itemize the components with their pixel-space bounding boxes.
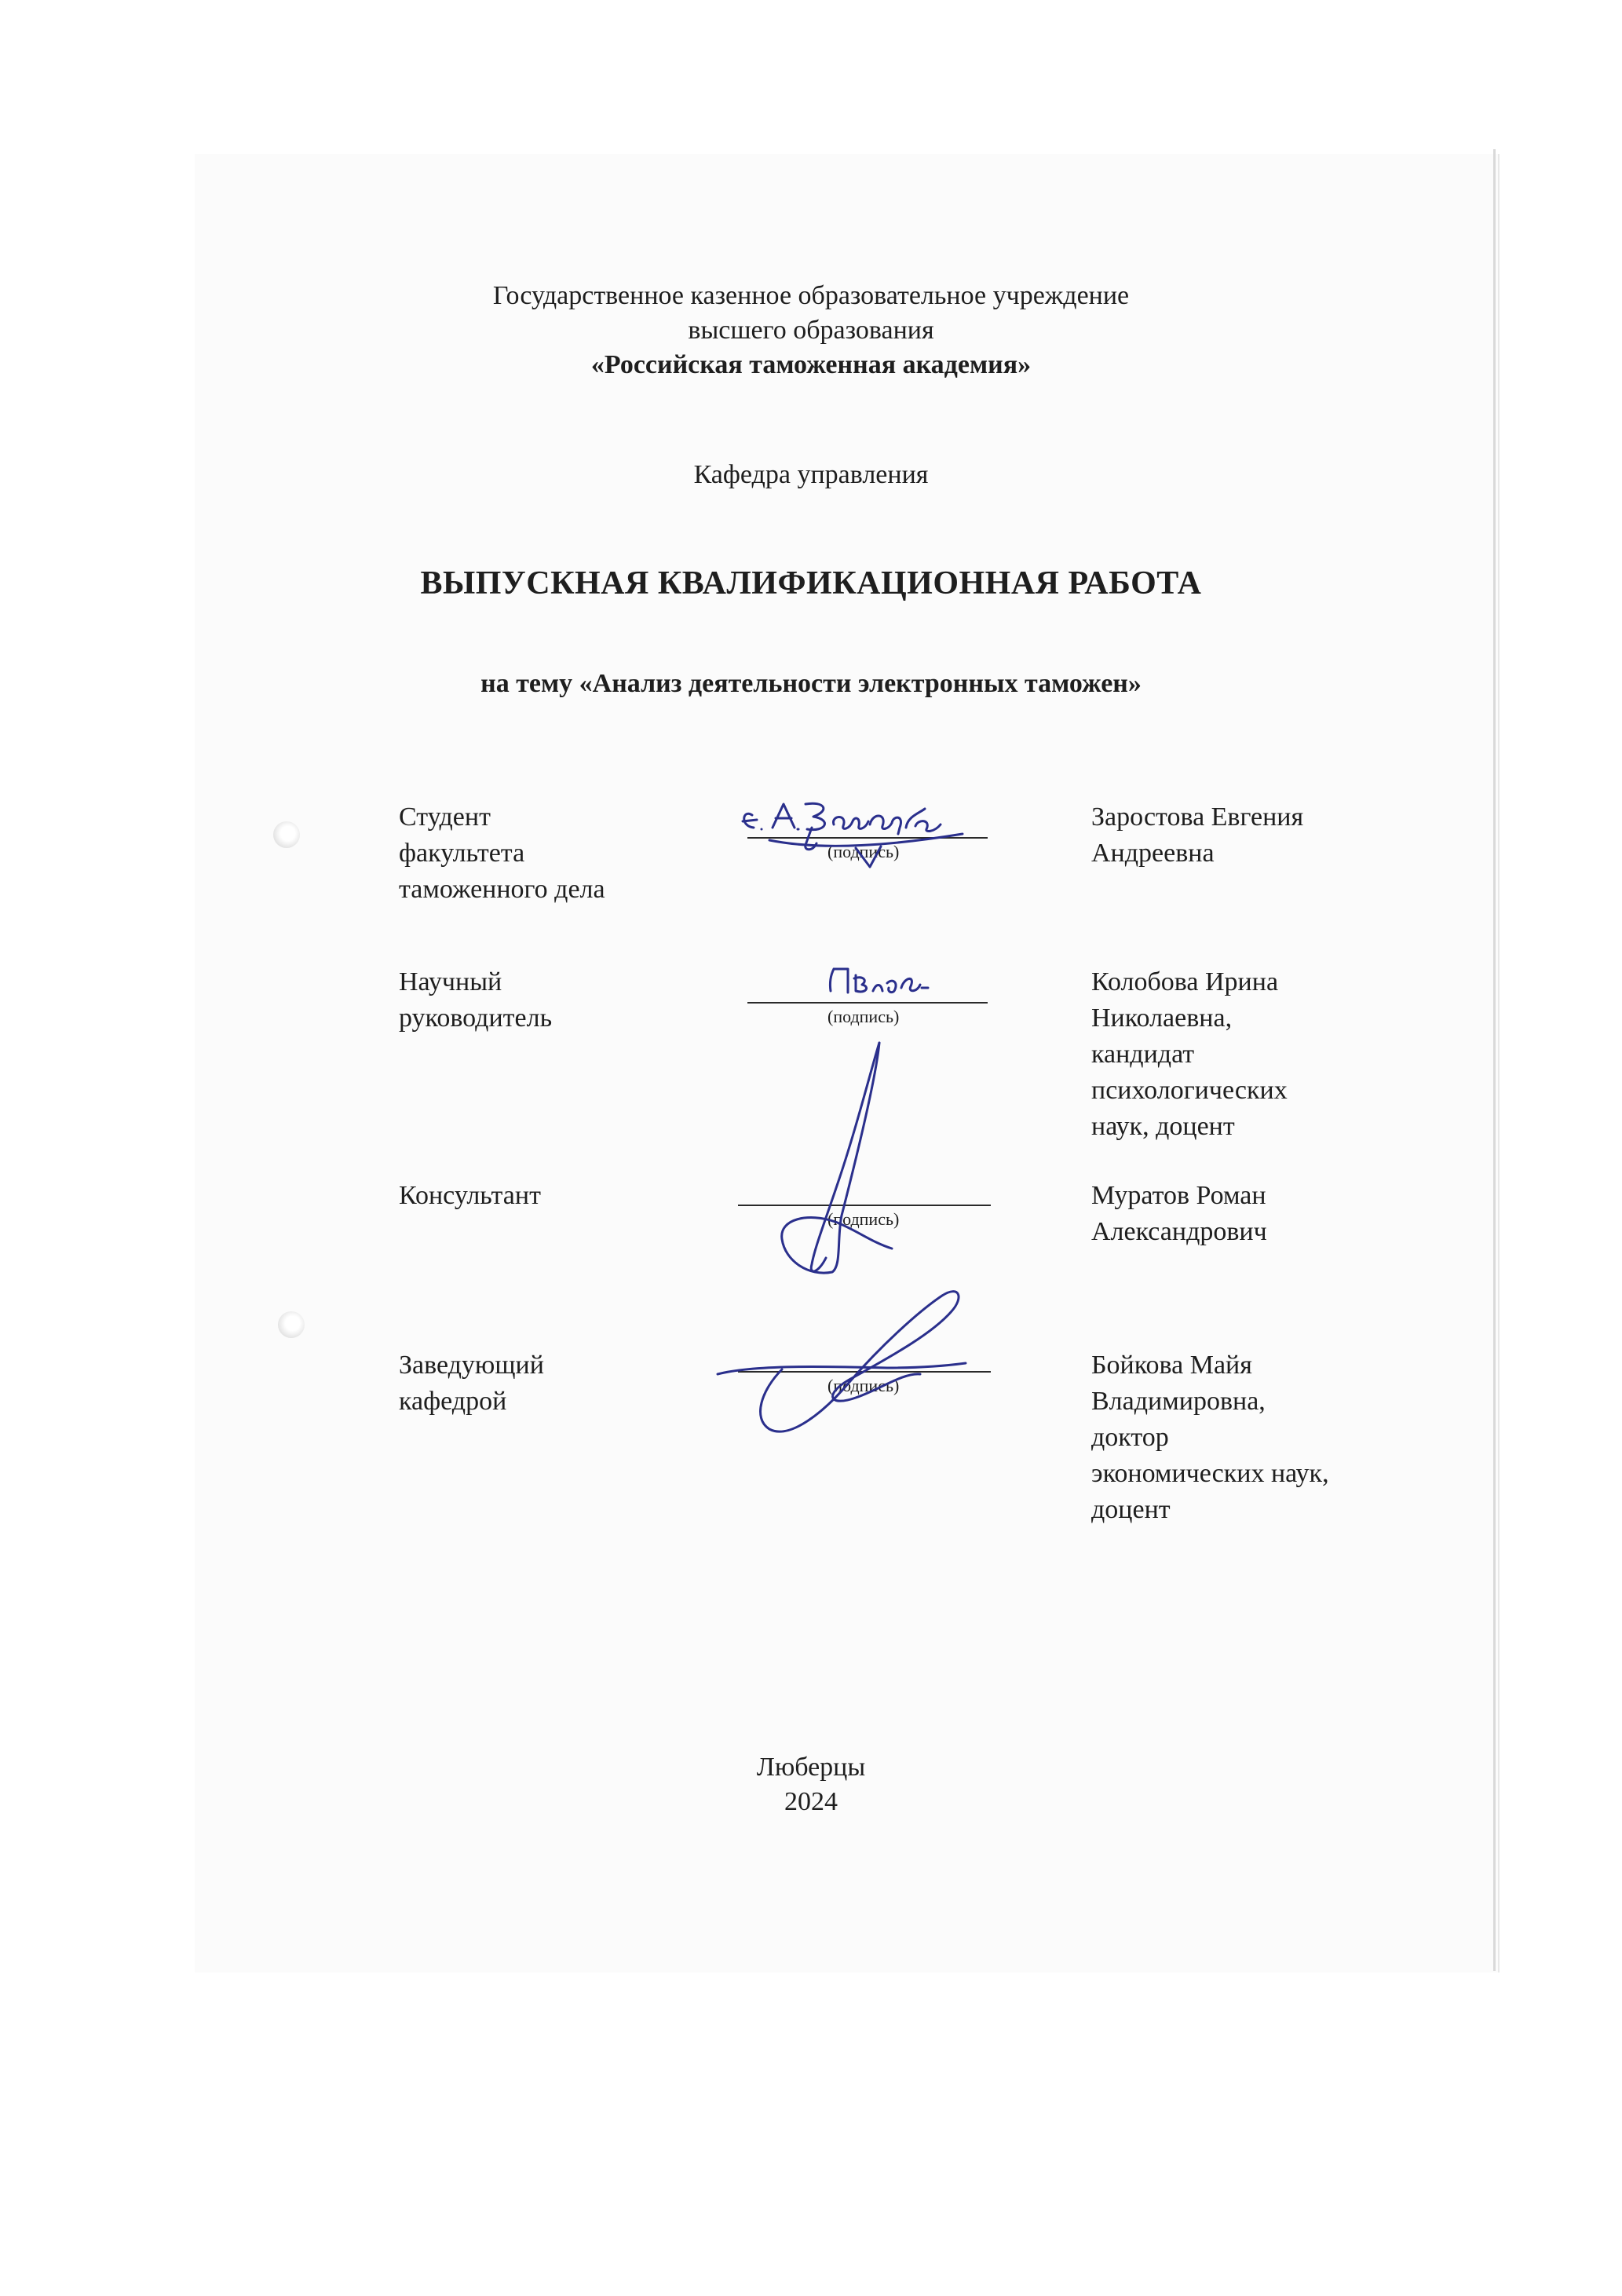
student-handwritten-signature: [738, 793, 974, 879]
supervisor-handwritten-signature: [824, 964, 950, 1011]
institution-line-1: Государственное казенное образовательное учреждение: [492, 281, 1130, 310]
thesis-topic: на тему «Анализ деятельности электронных таможен»: [480, 669, 1142, 698]
year: 2024: [784, 1787, 838, 1816]
head-name: Бойкова Майя Владимировна, доктор экономических наук, доцент: [1091, 1351, 1329, 1524]
department-name: Кафедра управления: [693, 460, 929, 489]
consultant-role: Консультант: [399, 1181, 541, 1210]
consultant-name: Муратов Роман Александрович: [1091, 1181, 1267, 1246]
supervisor-name: Колобова Ирина Николаевна, кандидат психологических наук, доцент: [1091, 967, 1288, 1141]
city: Люберцы: [756, 1753, 866, 1782]
document-title: ВЫПУСКНАЯ КВАЛИФИКАЦИОННАЯ РАБОТА: [420, 565, 1202, 601]
student-role: Студент факультета таможенного дела: [399, 803, 605, 904]
sheet-edge-shadow: [1493, 149, 1496, 1971]
academy-name: «Российская таможенная академия»: [590, 350, 1032, 379]
head-handwritten-signature: [707, 1280, 989, 1453]
head-role: Заведующий кафедрой: [399, 1351, 544, 1416]
head-signature-caption: (подпись): [827, 1376, 900, 1395]
punch-hole-icon: [273, 821, 300, 848]
student-name: Заростова Евгения Андреевна: [1091, 803, 1304, 868]
supervisor-signature-caption: (подпись): [827, 1007, 900, 1026]
student-signature-caption: (подпись): [827, 842, 900, 861]
consultant-handwritten-signature: [754, 1036, 911, 1280]
punch-hole-icon: [278, 1311, 305, 1338]
institution-line-2: высшего образования: [688, 316, 934, 345]
consultant-signature-caption: (подпись): [827, 1209, 900, 1229]
supervisor-role: Научный руководитель: [399, 967, 553, 1033]
